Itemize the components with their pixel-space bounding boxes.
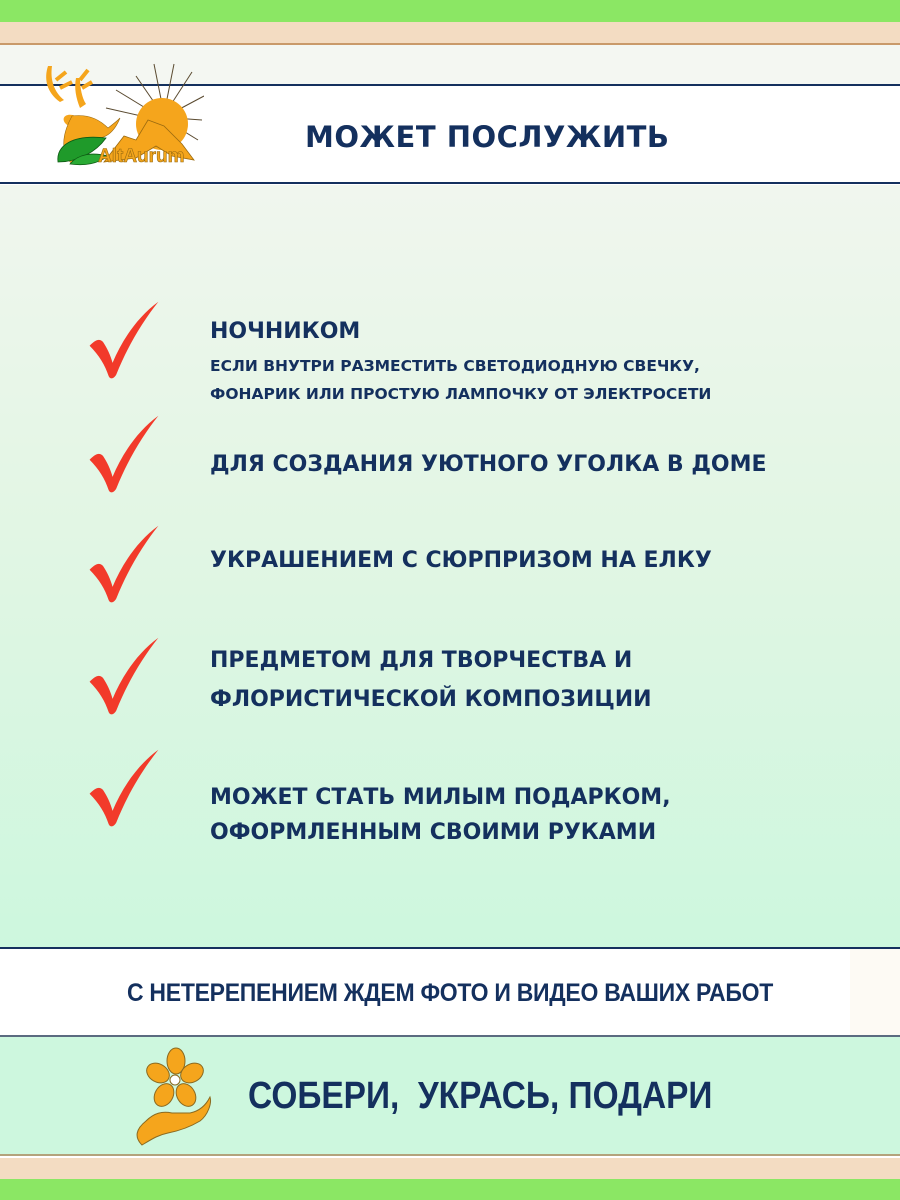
item-title-line: ПРЕДМЕТОМ ДЛЯ ТВОРЧЕСТВА И bbox=[210, 648, 633, 673]
page-title: МОЖЕТ ПОСЛУЖИТЬ bbox=[305, 120, 670, 154]
flower-in-hand-icon bbox=[128, 1045, 214, 1149]
item-title: НОЧНИКОМ bbox=[210, 319, 361, 344]
brand-logo-text: AltAurum bbox=[98, 146, 185, 167]
bottom-green-band bbox=[0, 1179, 900, 1200]
red-checkmark-icon bbox=[84, 296, 164, 382]
item-subtitle-line: ЕСЛИ ВНУТРИ РАЗМЕСТИТЬ СВЕТОДИОДНУЮ СВЕЧКУ, bbox=[210, 357, 700, 375]
red-checkmark-icon bbox=[84, 632, 164, 718]
banner-text: С НЕТЕРЕПЕНИЕМ ЖДЕМ ФОТО И ВИДЕО ВАШИХ РАБОТ bbox=[126, 979, 774, 1007]
top-green-band bbox=[0, 0, 900, 22]
item-title-line: МОЖЕТ СТАТЬ МИЛЫМ ПОДАРКОМ, bbox=[210, 785, 671, 810]
red-checkmark-icon bbox=[84, 520, 164, 606]
item-subtitle-line: ФОНАРИК ИЛИ ПРОСТУЮ ЛАМПОЧКУ ОТ ЭЛЕКТРОСЕТИ bbox=[210, 385, 712, 403]
item-title: УКРАШЕНИЕМ С СЮРПРИЗОМ НА ЕЛКУ bbox=[210, 548, 712, 573]
red-checkmark-icon bbox=[84, 410, 164, 496]
footer-panel bbox=[0, 1037, 900, 1156]
footer-slogan: СОБЕРИ, УКРАСЬ, ПОДАРИ bbox=[248, 1075, 713, 1117]
photo-video-banner bbox=[0, 947, 900, 1037]
bottom-peach-band bbox=[0, 1158, 900, 1179]
item-title-line: ОФОРМЛЕННЫМ СВОИМИ РУКАМИ bbox=[210, 820, 657, 845]
top-peach-band bbox=[0, 22, 900, 45]
red-checkmark-icon bbox=[84, 744, 164, 830]
item-title-line: ФЛОРИСТИЧЕСКОЙ КОМПОЗИЦИИ bbox=[210, 687, 652, 712]
item-title: ДЛЯ СОЗДАНИЯ УЮТНОГО УГОЛКА В ДОМЕ bbox=[210, 452, 767, 477]
